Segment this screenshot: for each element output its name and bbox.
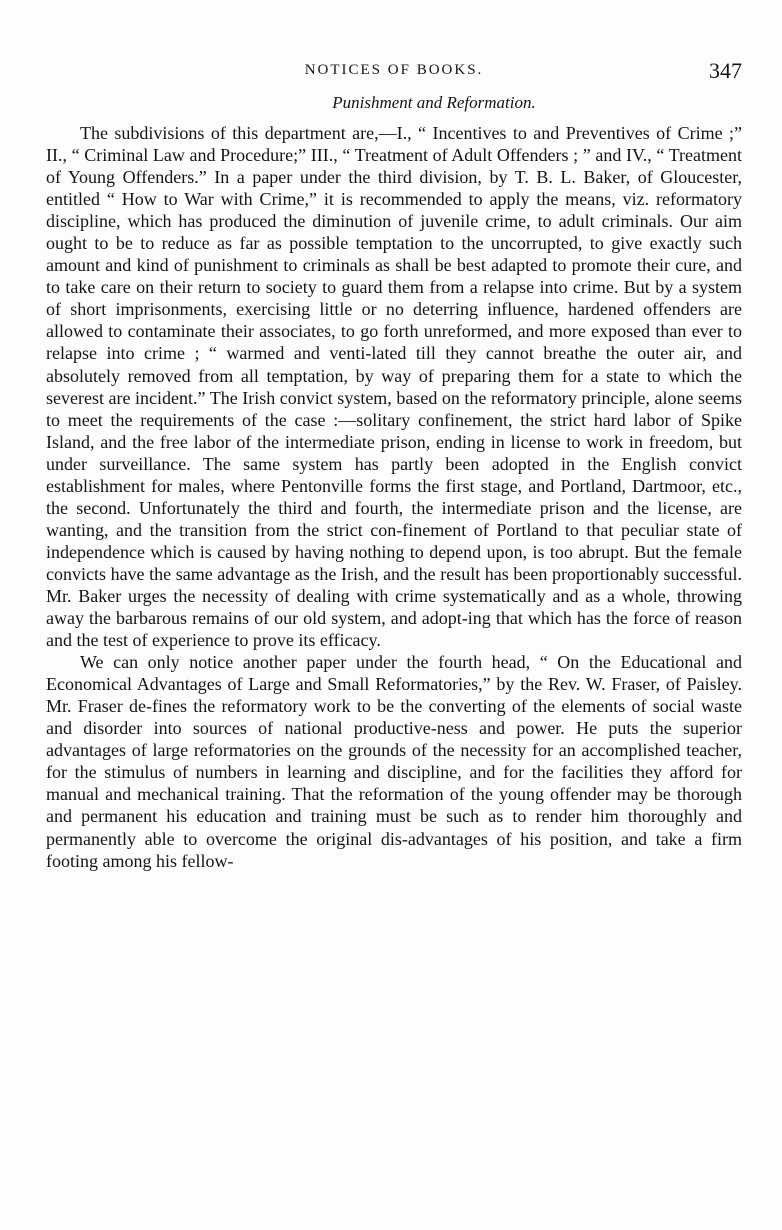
running-title: NOTICES OF BOOKS.	[304, 62, 484, 78]
paragraph-2: We can only notice another paper under the fourth head, “ On the Educational and Economical Advantages of Large and Small Reformatories,” by the Rev. W. Fraser, of Paisley. Mr. Fraser de-fines the reformatory work to be the converting of the elements of social waste and disorder into sources of national productive-ness and power. He puts the superior advantages of large reformatories on the grounds of the necessity for an accomplished teacher, for the stimulus of numbers in learning and discipline, and for the facilities they afford for manual and mechanical training. That the reformation of the young offender may be thorough and permanent his education and training must be such as to render him thoroughly and permanently able to overcome the original dis-advantages of his position, and take a firm footing among his fellow-	[46, 652, 742, 871]
article-body	[46, 122, 742, 872]
section-title: Punishment and Reformation.	[332, 93, 536, 112]
running-header	[46, 58, 742, 92]
book-page	[46, 58, 742, 872]
page-number: 347	[709, 58, 742, 83]
paragraph-1: The subdivisions of this department are,—I., “ Incentives to and Preventives of Crime ;” II., “ Criminal Law and Procedure;” III., “ Treatment of Adult Offenders ; ” and IV., “ Treatment of Young Offenders.” In a paper under the third division, by T. B. L. Baker, of Gloucester, entitled “ How to War with Crime,” it is recommended to apply the means, viz. reformatory discipline, which has produced the diminution of juvenile crime, to adult criminals. Our aim ought to be to reduce as far as possible temptation to the uncorrupted, to give exactly such amount and kind of punishment to criminals as shall be best adapted to promote their cure, and to take care on their return to society to guard them from a relapse into crime. But by a system of short imprisonments, exercising little or no deterring influence, hardened offenders are allowed to contaminate their associates, to go forth unreformed, and more exposed than ever to relapse into crime ; “ warmed and venti-lated till they cannot breathe the outer air, and absolutely removed from all temptation, by way of preparing them for a state to which the severest are incident.” The Irish convict system, based on the reformatory principle, alone seems to meet the requirements of the case :—solitary confinement, the strict hard labor of Spike Island, and the free labor of the intermediate prison, ending in license to work in freedom, but under surveillance. The same system has partly been adopted in the English convict establishment for males, where Pentonville forms the first stage, and Portland, Dartmoor, etc., the second. Unfortunately the third and fourth, the intermediate prison and the license, are wanting, and the transition from the strict con-finement of Portland to that peculiar state of independence which is caused by having nothing to depend upon, is too abrupt. But the female convicts have the same advantage as the Irish, and the result has been proportionably successful. Mr. Baker urges the necessity of dealing with crime systematically and as a whole, throwing away the barbarous remains of our old system, and adopt-ing that which has the force of reason and the test of experience to prove its efficacy.	[46, 123, 742, 651]
